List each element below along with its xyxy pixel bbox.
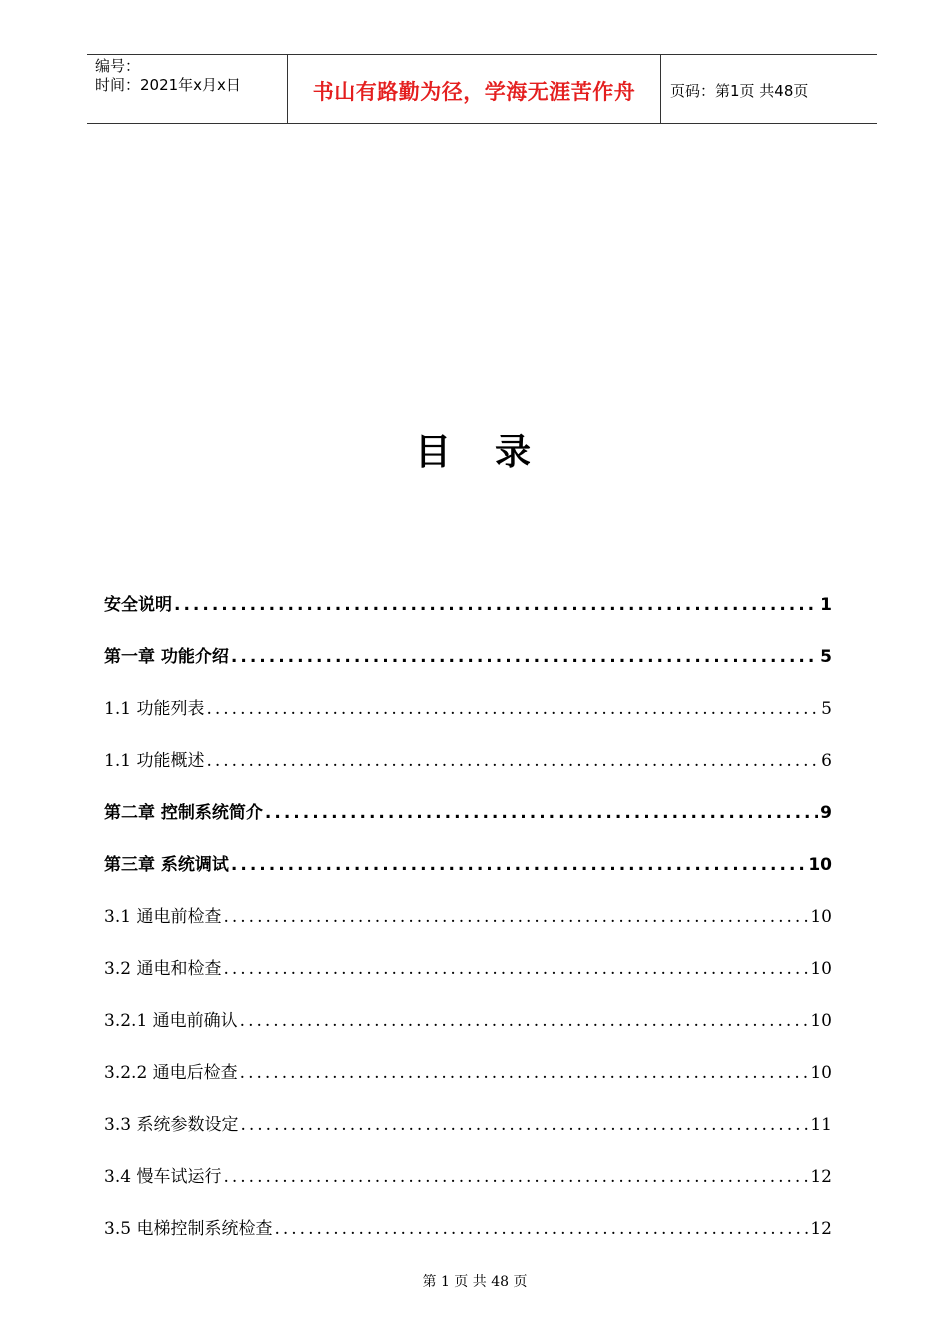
toc-entry-page: 12 [810,1167,832,1187]
toc-leader-dots [240,1011,809,1031]
toc-entry-page: 5 [820,647,832,667]
toc-entry[interactable] [104,1006,832,1058]
toc-entry-page: 11 [810,1115,832,1135]
page-footer: 第 1 页 共 48 页 [422,1274,528,1290]
header-page-label: 页码：第1页 共48页 [670,81,809,100]
toc-entry-label: 3.3 系统参数设定 [104,1115,239,1135]
toc-leader-dots [206,751,819,771]
toc-entry-label: 第二章 控制系统简介 [104,803,263,823]
toc-entry-page: 10 [810,1063,832,1083]
table-of-contents [104,590,832,1266]
toc-leader-dots [231,855,806,875]
page-title: 目录 [414,432,575,473]
toc-entry[interactable] [104,590,832,642]
toc-entry[interactable] [104,1110,832,1162]
toc-entry[interactable] [104,954,832,1006]
toc-entry-page: 5 [821,699,832,719]
toc-entry[interactable] [104,1162,832,1214]
toc-leader-dots [223,907,808,927]
header-meta [87,55,288,123]
toc-leader-dots [206,699,819,719]
toc-leader-dots [174,595,818,615]
toc-entry-page: 10 [810,1011,832,1031]
header-time-label: 时间：2021年x月x日 [95,76,241,94]
toc-entry[interactable] [104,1214,832,1266]
document-header [87,54,877,124]
toc-entry-page: 10 [810,907,832,927]
toc-entry-label: 3.1 通电前检查 [104,907,222,927]
toc-entry-label: 1.1 功能列表 [104,699,205,719]
toc-entry-page: 6 [821,751,832,771]
toc-leader-dots [240,1063,809,1083]
toc-leader-dots [274,1219,808,1239]
toc-entry[interactable] [104,642,832,694]
toc-entry-label: 1.1 功能概述 [104,751,205,771]
toc-leader-dots [240,1115,808,1135]
toc-entry-label: 3.4 慢车试运行 [104,1167,222,1187]
toc-entry[interactable] [104,746,832,798]
toc-leader-dots [223,959,808,979]
toc-entry[interactable] [104,1058,832,1110]
toc-entry[interactable] [104,902,832,954]
toc-leader-dots [265,803,818,823]
header-motto: 书山有路勤为径，学海无涯苦作舟 [288,55,661,123]
toc-entry-page: 1 [820,595,832,615]
toc-entry-label: 第三章 系统调试 [104,855,229,875]
toc-entry-label: 安全说明 [104,595,172,615]
toc-entry-label: 第一章 功能介绍 [104,647,229,667]
toc-leader-dots [223,1167,808,1187]
toc-leader-dots [231,647,818,667]
toc-entry[interactable] [104,850,832,902]
toc-entry-page: 10 [808,855,832,875]
toc-entry-label: 3.2.1 通电前确认 [104,1011,238,1031]
toc-entry-page: 12 [810,1219,832,1239]
toc-entry-page: 9 [820,803,832,823]
toc-entry[interactable] [104,798,832,850]
toc-entry-label: 3.2 通电和检查 [104,959,222,979]
toc-entry[interactable] [104,694,832,746]
toc-entry-label: 3.5 电梯控制系统检查 [104,1219,273,1239]
toc-entry-label: 3.2.2 通电后检查 [104,1063,238,1083]
header-number-label: 编号： [95,57,141,75]
toc-entry-page: 10 [810,959,832,979]
